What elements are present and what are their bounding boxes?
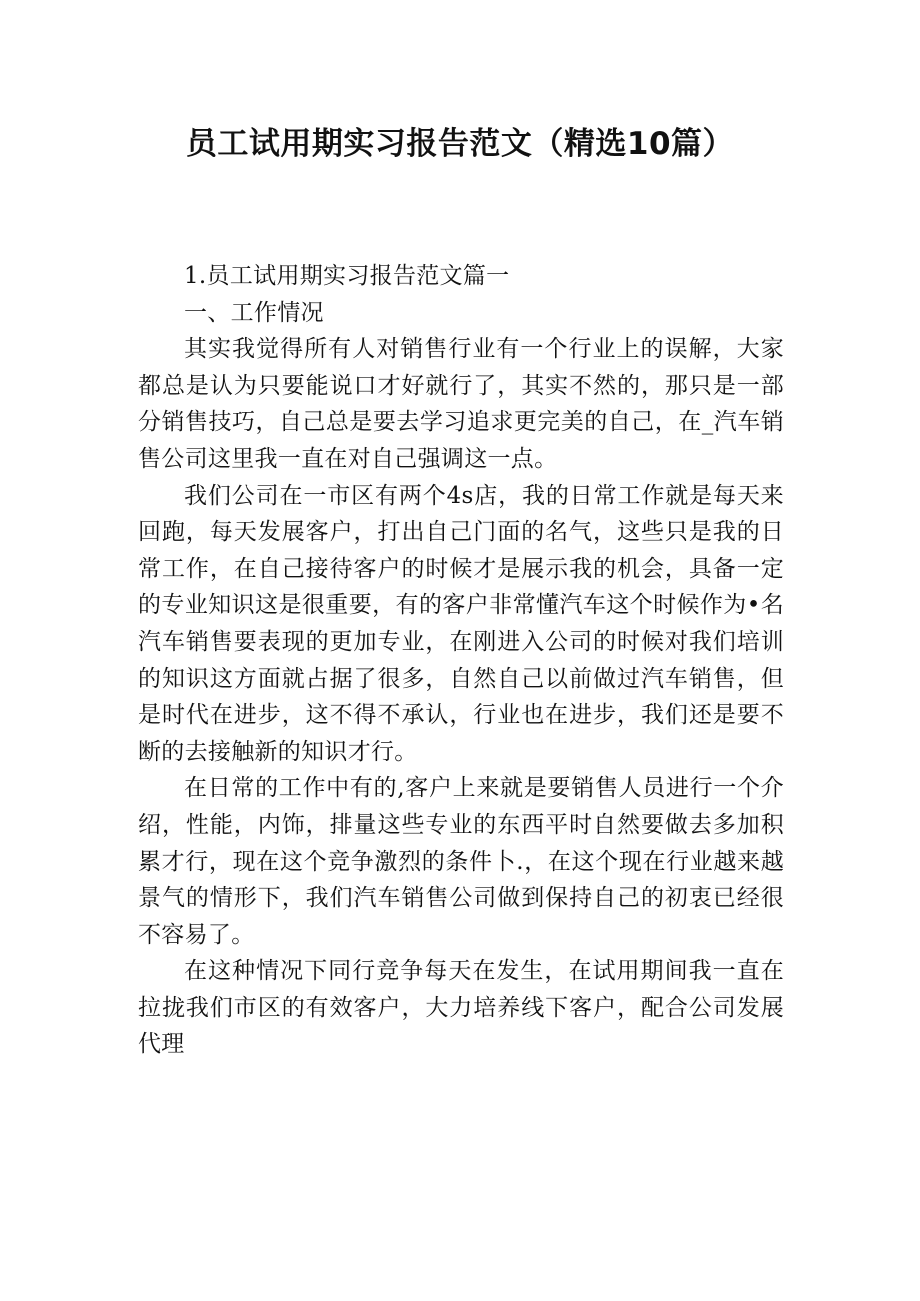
document-title: 员工试用期实习报告范文（精选10篇） bbox=[185, 126, 735, 162]
paragraph: 在日常的工作中有的,客户上来就是要销售人员进行一个介绍，性能，内饰，排量这些专业的东西平时自然要做去多加积累才行，现在这个竞争激烈的条件卜.，在这个现在行业越来越景气的情形下，我们汽车销售公司做到保持自己的初衷已经很不容易了。 bbox=[138, 775, 784, 948]
paragraph: 在这种情况下同行竞争每天在发生，在试用期间我一直在拉拢我们市区的有效客户，大力培养线下客户，配合公司发展代理 bbox=[138, 958, 784, 1058]
document-body bbox=[138, 258, 784, 1063]
section-heading: 1.员工试用期实习报告范文篇一 bbox=[184, 263, 510, 289]
paragraph: 我们公司在一市区有两个4s店，我的日常工作就是每天来回跑，每天发展客户，打出自己门面的名气，这些只是我的日常工作，在自己接待客户的时候才是展示我的机会，具备一定的专业知识这是很重要，有的客户非常懂汽车这个时候作为•名汽车销售要表现的更加专业，在刚进入公司的时候对我们培训的知识这方面就占据了很多，自然自己以前做过汽车销售，但是时代在进步，这不得不承认，行业也在进步，我们还是要不断的去接触新的知识才行。 bbox=[138, 482, 784, 765]
subheading: 一、工作情况 bbox=[184, 299, 324, 326]
paragraph: 其实我觉得所有人对销售行业有一个行业上的误解，大家都总是认为只要能说口才好就行了，其实不然的，那只是一部分销售技巧，自己总是要去学习追求更完美的自己，在_汽车销售公司这里我一直在对自己强调这一点。 bbox=[138, 336, 784, 472]
